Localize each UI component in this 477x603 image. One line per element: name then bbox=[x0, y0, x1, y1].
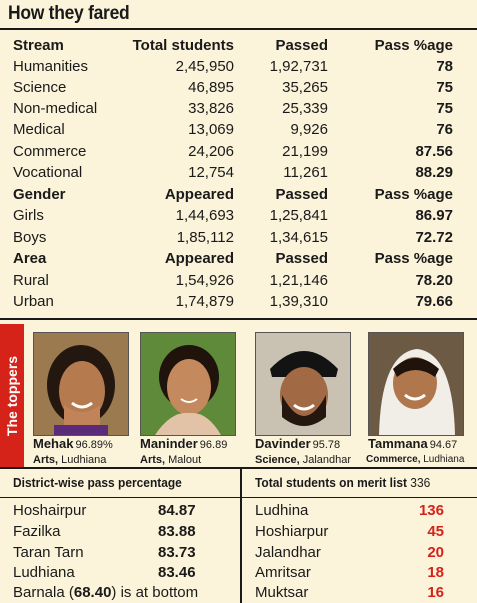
row-total: 1,74,879 bbox=[175, 293, 234, 310]
topper-name: Tammana bbox=[368, 436, 428, 451]
stream-header-row bbox=[0, 37, 477, 58]
table-row bbox=[0, 229, 477, 250]
district-footer bbox=[13, 584, 198, 601]
row-pct: 72.72 bbox=[415, 229, 453, 246]
topper-photo-maninder bbox=[140, 332, 236, 436]
topper-stream: Science, bbox=[255, 454, 300, 466]
row-passed: 25,339 bbox=[282, 100, 328, 117]
table-row bbox=[0, 121, 477, 142]
area-header-col1: Area bbox=[13, 250, 47, 267]
merit-name: Muktsar bbox=[255, 584, 309, 601]
merit-name: Jalandhar bbox=[255, 544, 321, 561]
merit-name: Ludhina bbox=[255, 502, 309, 519]
merit-name: Amritsar bbox=[255, 564, 311, 581]
row-pct: 76 bbox=[436, 121, 453, 138]
topper-score: 96.89 bbox=[199, 439, 228, 451]
merit-count: 45 bbox=[427, 523, 444, 540]
district-title: District-wise pass percentage bbox=[13, 475, 182, 490]
merit-count: 18 bbox=[427, 564, 444, 581]
topper-place-line bbox=[140, 454, 201, 466]
merit-count: 20 bbox=[427, 544, 444, 561]
topper-stream: Commerce, bbox=[366, 454, 421, 465]
district-pct: 83.46 bbox=[158, 564, 196, 581]
district-name: Fazilka bbox=[13, 523, 61, 540]
page-title: How they fared bbox=[8, 3, 130, 24]
table-row bbox=[0, 58, 477, 79]
topper-place: Ludhiana bbox=[61, 454, 107, 466]
district-name: Hoshairpur bbox=[13, 502, 87, 519]
table-row bbox=[0, 272, 477, 293]
row-label: Science bbox=[13, 79, 67, 96]
table-row bbox=[0, 100, 477, 121]
footer-text-b: ) is at bottom bbox=[111, 584, 199, 601]
topper-place: Jalandhar bbox=[302, 454, 352, 466]
topper-name: Mehak bbox=[33, 436, 74, 451]
area-header-col3: Passed bbox=[275, 250, 328, 267]
gender-header-row bbox=[0, 186, 477, 207]
row-pct: 78.20 bbox=[415, 272, 453, 289]
topper-name-line bbox=[140, 436, 227, 451]
district-pct: 83.88 bbox=[158, 523, 196, 540]
row-label: Non-medical bbox=[13, 100, 98, 117]
row-passed: 21,199 bbox=[282, 143, 328, 160]
topper-place-line bbox=[366, 454, 464, 465]
row-passed: 1,25,841 bbox=[269, 207, 328, 224]
row-total: 13,069 bbox=[188, 121, 234, 138]
topper-score: 95.78 bbox=[312, 439, 341, 451]
panel-divider bbox=[240, 469, 242, 603]
row-label: Vocational bbox=[13, 164, 83, 181]
table-row bbox=[0, 164, 477, 185]
table-row bbox=[0, 207, 477, 228]
row-total: 2,45,950 bbox=[175, 58, 234, 75]
row-passed: 1,21,146 bbox=[269, 272, 328, 289]
row-label: Urban bbox=[13, 293, 54, 310]
divider bbox=[0, 318, 477, 320]
row-total: 1,85,112 bbox=[176, 229, 234, 246]
stream-header-col4: Pass %age bbox=[374, 37, 453, 54]
row-label: Boys bbox=[13, 229, 47, 246]
row-pct: 75 bbox=[436, 79, 453, 96]
row-label: Humanities bbox=[13, 58, 89, 75]
row-total: 24,206 bbox=[188, 143, 234, 160]
row-label: Rural bbox=[13, 272, 49, 289]
row-pct: 79.66 bbox=[415, 293, 453, 310]
topper-score: 96.89% bbox=[75, 439, 113, 451]
toppers-label: The toppers bbox=[4, 355, 20, 437]
merit-name: Hoshiarpur bbox=[255, 523, 329, 540]
row-passed: 1,39,310 bbox=[269, 293, 328, 310]
gender-header-col4: Pass %age bbox=[374, 186, 453, 203]
stream-header-col2: Total students bbox=[132, 37, 234, 54]
stream-header-col3: Passed bbox=[275, 37, 328, 54]
footer-value: 68.40 bbox=[73, 584, 112, 601]
row-pct: 88.29 bbox=[415, 164, 453, 181]
row-label: Commerce bbox=[13, 143, 87, 160]
merit-total: 336 bbox=[410, 475, 431, 490]
gender-header-col1: Gender bbox=[13, 186, 66, 203]
row-pct: 87.56 bbox=[415, 143, 453, 160]
footer-text-a: Barnala ( bbox=[13, 584, 74, 601]
row-passed: 11,261 bbox=[283, 164, 328, 181]
topper-score: 94.67 bbox=[429, 439, 458, 451]
divider bbox=[242, 497, 477, 498]
area-header-col4: Pass %age bbox=[374, 250, 453, 267]
merit-count: 16 bbox=[427, 584, 444, 601]
topper-name: Davinder bbox=[255, 436, 311, 451]
row-total: 46,895 bbox=[188, 79, 234, 96]
district-name: Taran Tarn bbox=[13, 544, 84, 561]
table-row bbox=[0, 293, 477, 314]
title-bar bbox=[0, 0, 477, 30]
topper-place: Malout bbox=[168, 454, 202, 466]
topper-name-line bbox=[368, 436, 457, 451]
district-pct: 84.87 bbox=[158, 502, 196, 519]
topper-stream: Arts, bbox=[140, 454, 166, 466]
row-passed: 1,92,731 bbox=[269, 58, 328, 75]
district-pct: 83.73 bbox=[158, 544, 196, 561]
topper-name-line bbox=[33, 436, 113, 451]
area-header-row bbox=[0, 250, 477, 271]
row-pct: 75 bbox=[436, 100, 453, 117]
merit-count: 136 bbox=[418, 502, 444, 519]
topper-name: Maninder bbox=[140, 436, 198, 451]
table-row bbox=[0, 143, 477, 164]
topper-place-line bbox=[255, 454, 351, 466]
row-pct: 78 bbox=[436, 58, 453, 75]
row-passed: 9,926 bbox=[290, 121, 328, 138]
row-label: Girls bbox=[13, 207, 44, 224]
topper-stream: Arts, bbox=[33, 454, 59, 466]
merit-title: Total students on merit list bbox=[255, 475, 407, 490]
row-label: Medical bbox=[13, 121, 65, 138]
toppers-panel bbox=[0, 324, 477, 469]
topper-place-line bbox=[33, 454, 106, 466]
bottom-panels bbox=[0, 469, 477, 603]
topper-photo-mehak bbox=[33, 332, 129, 436]
toppers-side-label bbox=[0, 324, 24, 469]
row-passed: 1,34,615 bbox=[269, 229, 328, 246]
row-total: 1,44,693 bbox=[175, 207, 234, 224]
topper-photo-tammana bbox=[368, 332, 464, 436]
row-passed: 35,265 bbox=[282, 79, 328, 96]
topper-place: Ludhiana bbox=[423, 454, 465, 465]
row-total: 12,754 bbox=[188, 164, 234, 181]
district-name: Ludhiana bbox=[13, 564, 75, 581]
gender-header-col2: Appeared bbox=[164, 186, 234, 203]
table-row bbox=[0, 79, 477, 100]
stream-header-col1: Stream bbox=[13, 37, 64, 54]
row-total: 33,826 bbox=[188, 100, 234, 117]
area-header-col2: Appeared bbox=[164, 250, 234, 267]
topper-photo-davinder bbox=[255, 332, 351, 436]
gender-header-col3: Passed bbox=[275, 186, 328, 203]
topper-name-line bbox=[255, 436, 340, 451]
divider bbox=[0, 497, 240, 498]
row-total: 1,54,926 bbox=[175, 272, 234, 289]
row-pct: 86.97 bbox=[415, 207, 453, 224]
merit-title-line bbox=[255, 475, 430, 490]
